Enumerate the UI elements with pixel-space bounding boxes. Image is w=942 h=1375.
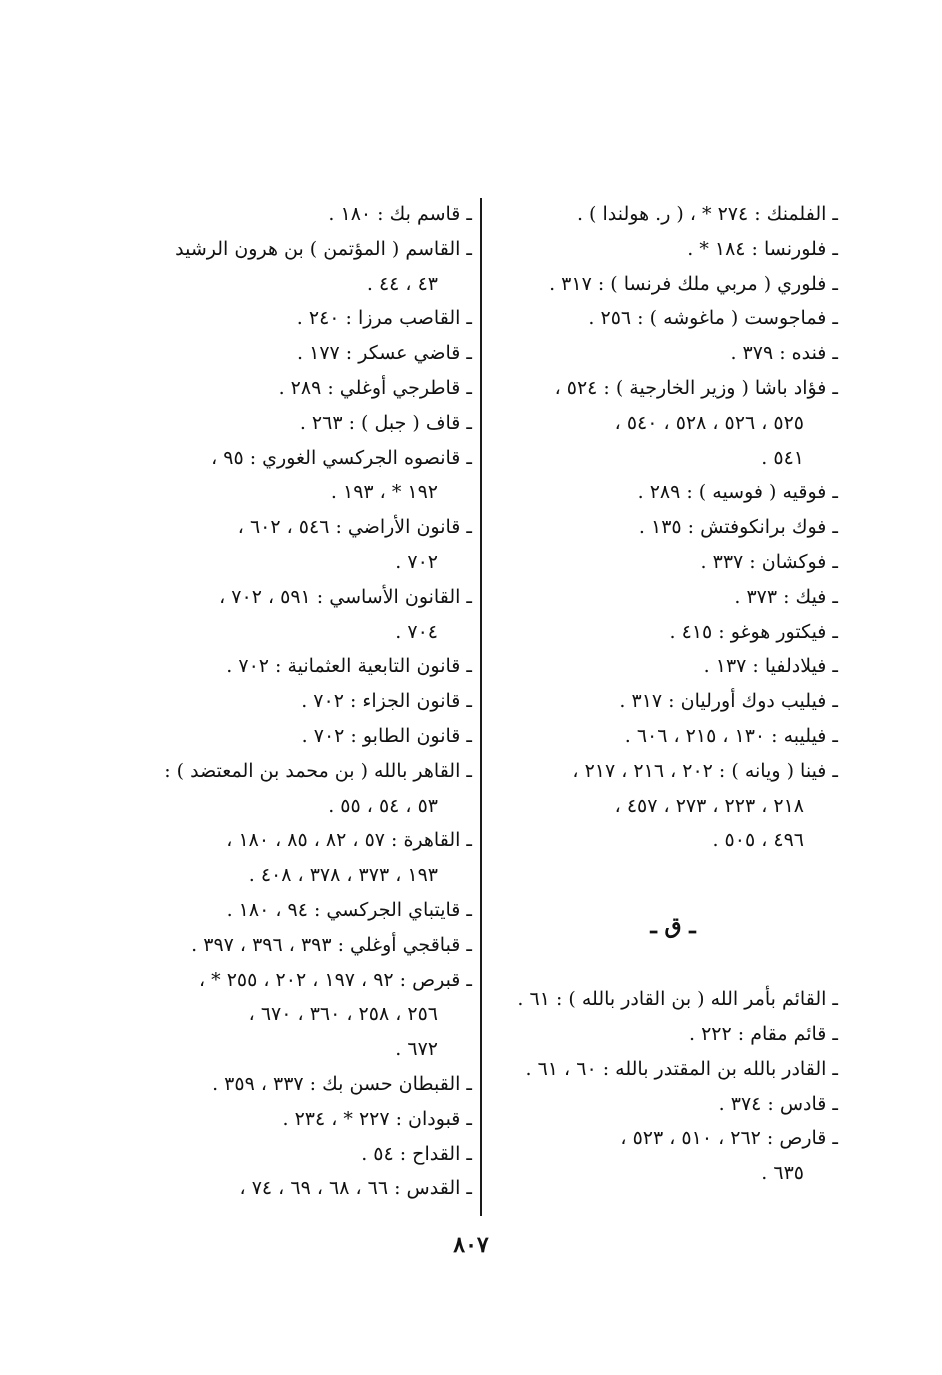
index-entry: ـ قانصوه الجركسي الغوري : ٩٥ ،: [211, 446, 472, 469]
section-letter-qaf: ـ ق ـ: [650, 913, 696, 940]
column-divider: [480, 198, 482, 1216]
index-entry: ـ قارص : ٢٦٢ ، ٥١٠ ، ٥٢٣ ،: [620, 1127, 838, 1150]
index-entry: ـ القداح : ٥٤ .: [361, 1142, 472, 1165]
index-entry: ـ القدس : ٦٦ ، ٦٨ ، ٦٩ ، ٧٤ ،: [239, 1177, 472, 1200]
index-entry: ـ فوقيه ( فوسيه ) : ٢٨٩ .: [637, 481, 838, 504]
index-entry: ـ قاسم بك : ١٨٠ .: [328, 203, 472, 225]
index-entry: ـ فؤاد باشا ( وزير الخارجية ) : ٥٢٤ ،: [554, 376, 838, 399]
index-entry: ـ فوكشان : ٣٣٧ .: [700, 550, 838, 573]
index-entry: ـ الفلمنك : ٢٧٤ * ، ( ر. هولندا ) .: [576, 203, 838, 225]
index-entry: ـ القائم بأمر الله ( بن القادر بالله ) : ٦١ .: [517, 988, 838, 1011]
left-column-entries: [150, 197, 472, 1206]
index-entry-continuation: ١٩٣ ، ٣٧٣ ، ٣٧٨ ، ٤٠٨ .: [248, 864, 438, 887]
index-entry: ـ قبرص : ٩٢ ، ١٩٧ ، ٢٠٢ ، ٢٥٥ * ،: [198, 968, 472, 991]
right-column-entries-before: [508, 197, 838, 858]
index-entry: ـ قبودان : ٢٢٧ * ، ٢٣٤ .: [282, 1107, 472, 1130]
index-entry: ـ قاطرجي أوغلي : ٢٨٩ .: [278, 376, 472, 399]
index-entry: ـ القاهر بالله ( بن محمد بن المعتضد ) :: [164, 759, 472, 782]
index-entry-continuation: ٤٩٦ ، ٥٠٥ .: [712, 829, 804, 852]
index-entry: ـ فيليبه : ١٣٠ ، ٢١٥ ، ٦٠٦ .: [624, 724, 838, 747]
index-entry: ـ فلوري ( مربي ملك فرنسا ) : ٣١٧ .: [549, 272, 838, 295]
index-entry-continuation: ٥٢٥ ، ٥٢٦ ، ٥٢٨ ، ٥٤٠ ،: [614, 411, 804, 434]
index-entry-continuation: ١٩٢ * ، ١٩٣ .: [330, 481, 438, 504]
index-entry-continuation: ٧٠٢ .: [395, 550, 438, 573]
index-entry-continuation: ٢١٨ ، ٢٢٣ ، ٢٧٣ ، ٤٥٧ ،: [614, 794, 804, 817]
index-entry: ـ القبطان حسن بك : ٣٣٧ ، ٣٥٩ .: [212, 1072, 472, 1095]
index-entry: ـ فماجوست ( ماغوشه ) : ٢٥٦ .: [588, 307, 838, 330]
index-entry-continuation: ٢٥٦ ، ٢٥٨ ، ٣٦٠ ، ٦٧٠ ،: [248, 1003, 438, 1026]
index-entry: ـ قباقجي أوغلي : ٣٩٣ ، ٣٩٦ ، ٣٩٧ .: [191, 933, 472, 956]
index-entry: ـ فلورنسا : ١٨٤ * .: [687, 237, 838, 260]
right-column-entries-after: [508, 982, 838, 1191]
index-entry: ـ فينا ( ويانه ) : ٢٠٢ ، ٢١٦ ، ٢١٧ ،: [572, 759, 838, 782]
right-column: [508, 197, 838, 1191]
index-entry: ـ قادس : ٣٧٤ .: [718, 1092, 838, 1115]
index-entry: ـ قائم مقام : ٢٢٢ .: [689, 1022, 838, 1045]
left-column: [150, 197, 472, 1206]
index-entry: ـ فنده : ٣٧٩ .: [730, 342, 838, 365]
index-entry: ـ فيلادلفيا : ١٣٧ .: [703, 655, 838, 678]
index-entry: ـ قاضي عسكر : ١٧٧ .: [297, 342, 472, 365]
index-entry: ـ قانون التابعية العثمانية : ٧٠٢ .: [226, 655, 472, 678]
index-entry: ـ قايتباي الجركسي : ٩٤ ، ١٨٠ .: [226, 898, 472, 921]
index-entry-continuation: ٦٧٢ .: [395, 1038, 438, 1061]
index-entry: ـ القانون الأساسي : ٥٩١ ، ٧٠٢ ،: [219, 585, 472, 608]
index-entry: ـ القادر بالله بن المقتدر بالله : ٦٠ ، ٦١ .: [525, 1057, 838, 1080]
index-entry-continuation: ٦٣٥ .: [761, 1162, 804, 1185]
index-entry: ـ فوك برانكوفتش : ١٣٥ .: [638, 516, 838, 539]
index-entry: ـ قانون الأراضي : ٥٤٦ ، ٦٠٢ ،: [237, 516, 472, 539]
index-entry: ـ قاف ( جبل ) : ٢٦٣ .: [299, 411, 472, 434]
index-entry: ـ فيليب دوك أورليان : ٣١٧ .: [619, 690, 838, 713]
index-entry: ـ القاصب مرزا : ٢٤٠ .: [296, 307, 472, 330]
index-entry-continuation: ٥٣ ، ٥٤ ، ٥٥ .: [328, 794, 438, 817]
index-entry-continuation: ٧٠٤ .: [395, 620, 438, 643]
index-entry: ـ قانون الطابو : ٧٠٢ .: [301, 724, 472, 747]
index-entry-continuation: ٤٣ ، ٤٤ .: [366, 272, 438, 295]
index-entry: ـ القاهرة : ٥٧ ، ٨٢ ، ٨٥ ، ١٨٠ ،: [226, 829, 472, 852]
index-entry: ـ فيك : ٣٧٣ .: [734, 585, 838, 608]
index-entry: ـ فيكتور هوغو : ٤١٥ .: [669, 620, 838, 643]
page-number: ٨٠٧: [453, 1232, 489, 1258]
index-entry-continuation: ٥٤١ .: [761, 446, 804, 469]
index-entry: ـ قانون الجزاء : ٧٠٢ .: [301, 690, 472, 713]
index-entry: ـ القاسم ( المؤتمن ) بن هرون الرشيد: [175, 237, 472, 260]
